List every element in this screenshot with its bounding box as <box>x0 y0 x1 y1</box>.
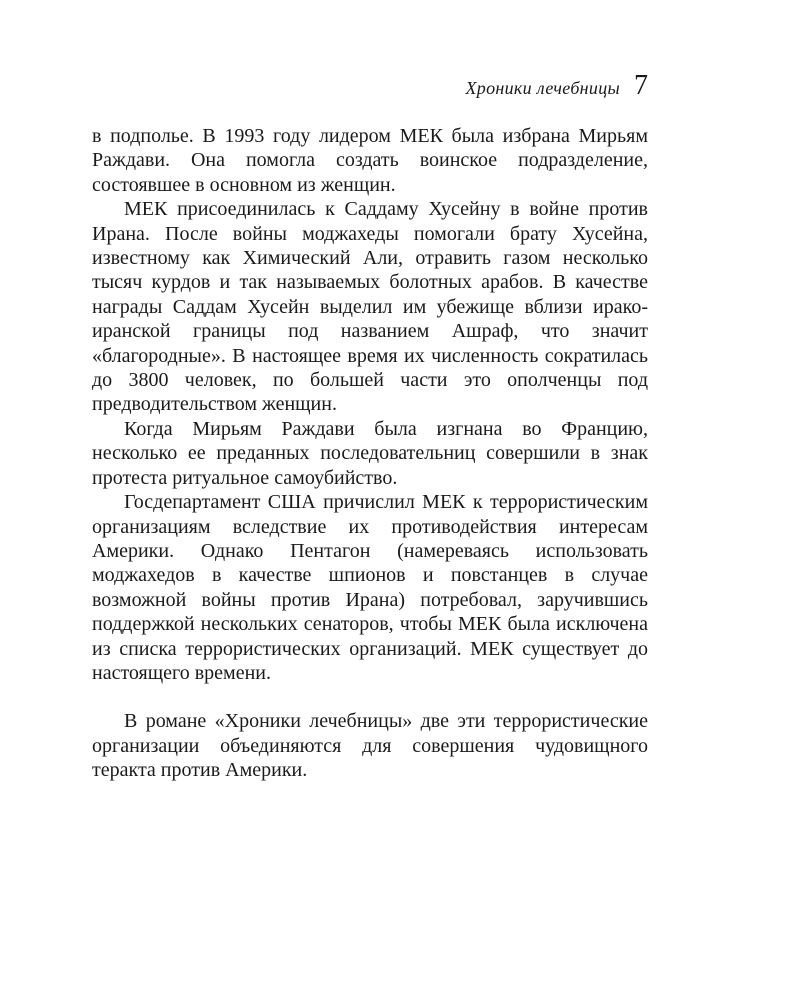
paragraph-3: Когда Мирьям Раждави была изгнана во Францию, несколько ее преданных последовательниц совершили в знак протеста ритуальное самоубийство. <box>92 417 648 489</box>
running-header <box>92 70 648 118</box>
paragraph-1: в подполье. В 1993 году лидером МЕК была избрана Мирьям Раждави. Она помогла создать воинское подразделение, состоявшее в основном из женщин. <box>92 125 648 196</box>
page-number: 7 <box>634 70 648 101</box>
book-page <box>92 70 648 950</box>
running-title: Хроники лечебницы <box>465 78 620 98</box>
paragraph-4: Госдепартамент США причислил МЕК к террористическим организациям вследствие их противодействия интересам Америки. Однако Пентагон (намереваясь использовать моджахедов в качестве шпионов и повстанцев в случае возможной войны против Ирана) потребовал, заручившись поддержкой нескольких сенаторов, чтобы МЕК была исключена из списка террористических организаций. МЕК существует до настоящего времени. <box>92 491 648 684</box>
paragraph-5: В романе «Хроники лечебницы» две эти террористические организации объединяются для совершения чудовищного теракта против Америки. <box>92 710 648 782</box>
paragraph-2: МЕК присоединилась к Саддаму Хусейну в войне против Ирана. После войны моджахеды помогали брату Хусейна, известному как Химический Али, отравить газом несколько тысяч курдов и так называемых болотных арабов. В качестве награды Саддам Хусейн выделил им убежище вблизи ирако-иранской границы под названием Ашраф, что значит «благородные». В настоящее время их численность сократилась до 3800 человек, по большей части это ополченцы под предводительством женщин. <box>92 198 648 416</box>
body-text <box>92 124 648 783</box>
